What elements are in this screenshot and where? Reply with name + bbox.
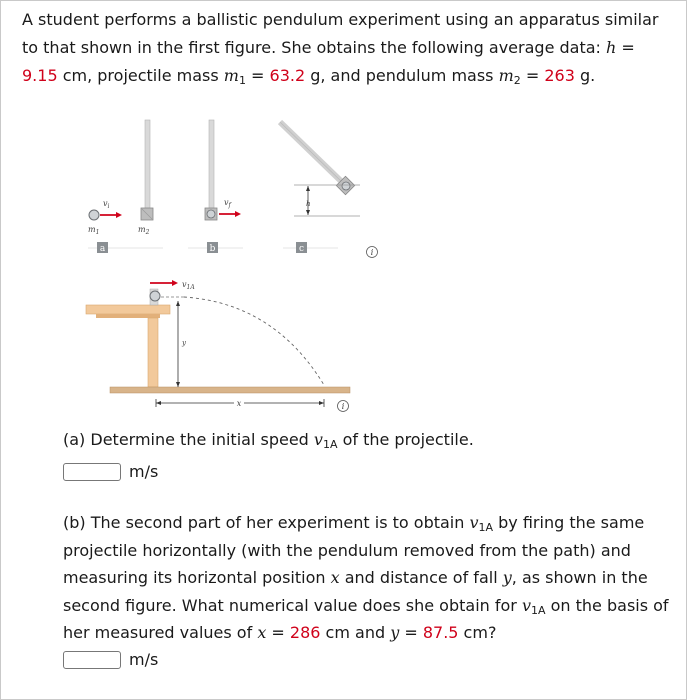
part-b-text: (b) The second part of her experiment is to obtain [63, 513, 470, 532]
m2-variable: m [498, 66, 514, 85]
table [86, 305, 170, 387]
panel-a-letter: a [99, 244, 106, 254]
equals-sign: = [616, 38, 635, 57]
v1a-subscript: 1A [531, 603, 546, 617]
part-b-text: cm? [458, 623, 497, 642]
part-b-unit: m/s [129, 650, 159, 669]
h-label: h [306, 200, 311, 208]
figure2-info-icon[interactable] [338, 401, 349, 412]
m1-value: 63.2 [269, 66, 306, 85]
h-value: 9.15 [22, 66, 58, 85]
ballistic-pendulum-figure [78, 112, 398, 262]
v1a-subscript: 1A [322, 438, 338, 451]
svg-text:i: i [341, 402, 345, 411]
floor [110, 387, 350, 393]
m2-value: 263 [544, 66, 575, 85]
equals-sign: = [245, 66, 270, 85]
v1a-label: $v_{1A}$ [182, 280, 195, 291]
panel-b-apparatus [188, 120, 243, 254]
y-label: y [182, 339, 186, 347]
v1a-variable: v [313, 430, 323, 449]
y-value: 87.5 [422, 623, 459, 642]
intro-text: g. [574, 66, 596, 85]
projectile-figure [84, 275, 364, 415]
intro-text: cm, projectile mass [57, 66, 224, 85]
launcher [150, 289, 160, 305]
part-b-question [63, 509, 683, 647]
equals-sign: = [399, 623, 423, 642]
y-variable: y [390, 623, 400, 642]
x-variable: x [330, 568, 340, 587]
x-variable: x [257, 623, 267, 642]
m2-subscript: 2 [513, 74, 521, 87]
vf-label: $v_f$ [224, 198, 231, 209]
equals-sign: = [520, 66, 545, 85]
panel-b-letter: b [209, 244, 216, 254]
intro-text: A student performs a ballistic pendulum experiment using an apparatus similar to that shown in the first figure. She obtains the following average data: [22, 10, 659, 57]
trajectory-path [184, 297, 324, 385]
part-a-text: (a) Determine the initial speed [63, 430, 314, 449]
part-a-text: of the projectile. [337, 430, 474, 449]
v1a-variable: v [469, 513, 479, 532]
part-b-text: and distance of fall [339, 568, 503, 587]
problem-intro [22, 6, 672, 90]
x-value: 286 [289, 623, 321, 642]
part-b-text: by firing the same projectile horizontally (with the pendulum removed from the path) and measuring its horizontal position [63, 513, 645, 587]
part-b-text: , as shown in the second figure. What numerical value does she obtain for [63, 568, 648, 615]
intro-text: g, and pendulum mass [305, 66, 499, 85]
part-b-text: on the basis of her measured values of [63, 595, 669, 642]
m2-label: $m_2$ [138, 225, 150, 236]
h-variable: h [606, 38, 617, 57]
m1-variable: m [223, 66, 239, 85]
panel-c-apparatus [280, 122, 360, 254]
figure1-info-icon[interactable] [367, 247, 378, 258]
m1-subscript: 1 [238, 74, 246, 87]
part-a-unit: m/s [129, 462, 159, 481]
part-b-text: cm and [320, 623, 391, 642]
y-variable: y [502, 568, 512, 587]
panel-c-letter: c [298, 244, 305, 254]
part-a-answer-row [63, 462, 158, 481]
part-b-answer-input[interactable] [63, 651, 121, 669]
panel-a-apparatus [88, 120, 163, 254]
svg-text:i: i [370, 248, 374, 257]
m1-label: $m_1$ [88, 225, 100, 236]
x-label: x [236, 399, 242, 408]
equals-sign: = [266, 623, 290, 642]
part-a-answer-input[interactable] [63, 463, 121, 481]
v1a-variable: v [521, 595, 531, 615]
vi-label: $v_i$ [103, 199, 110, 210]
v1a-subscript: 1A [478, 521, 494, 534]
part-b-answer-row [63, 650, 158, 669]
part-a-question [63, 426, 474, 454]
